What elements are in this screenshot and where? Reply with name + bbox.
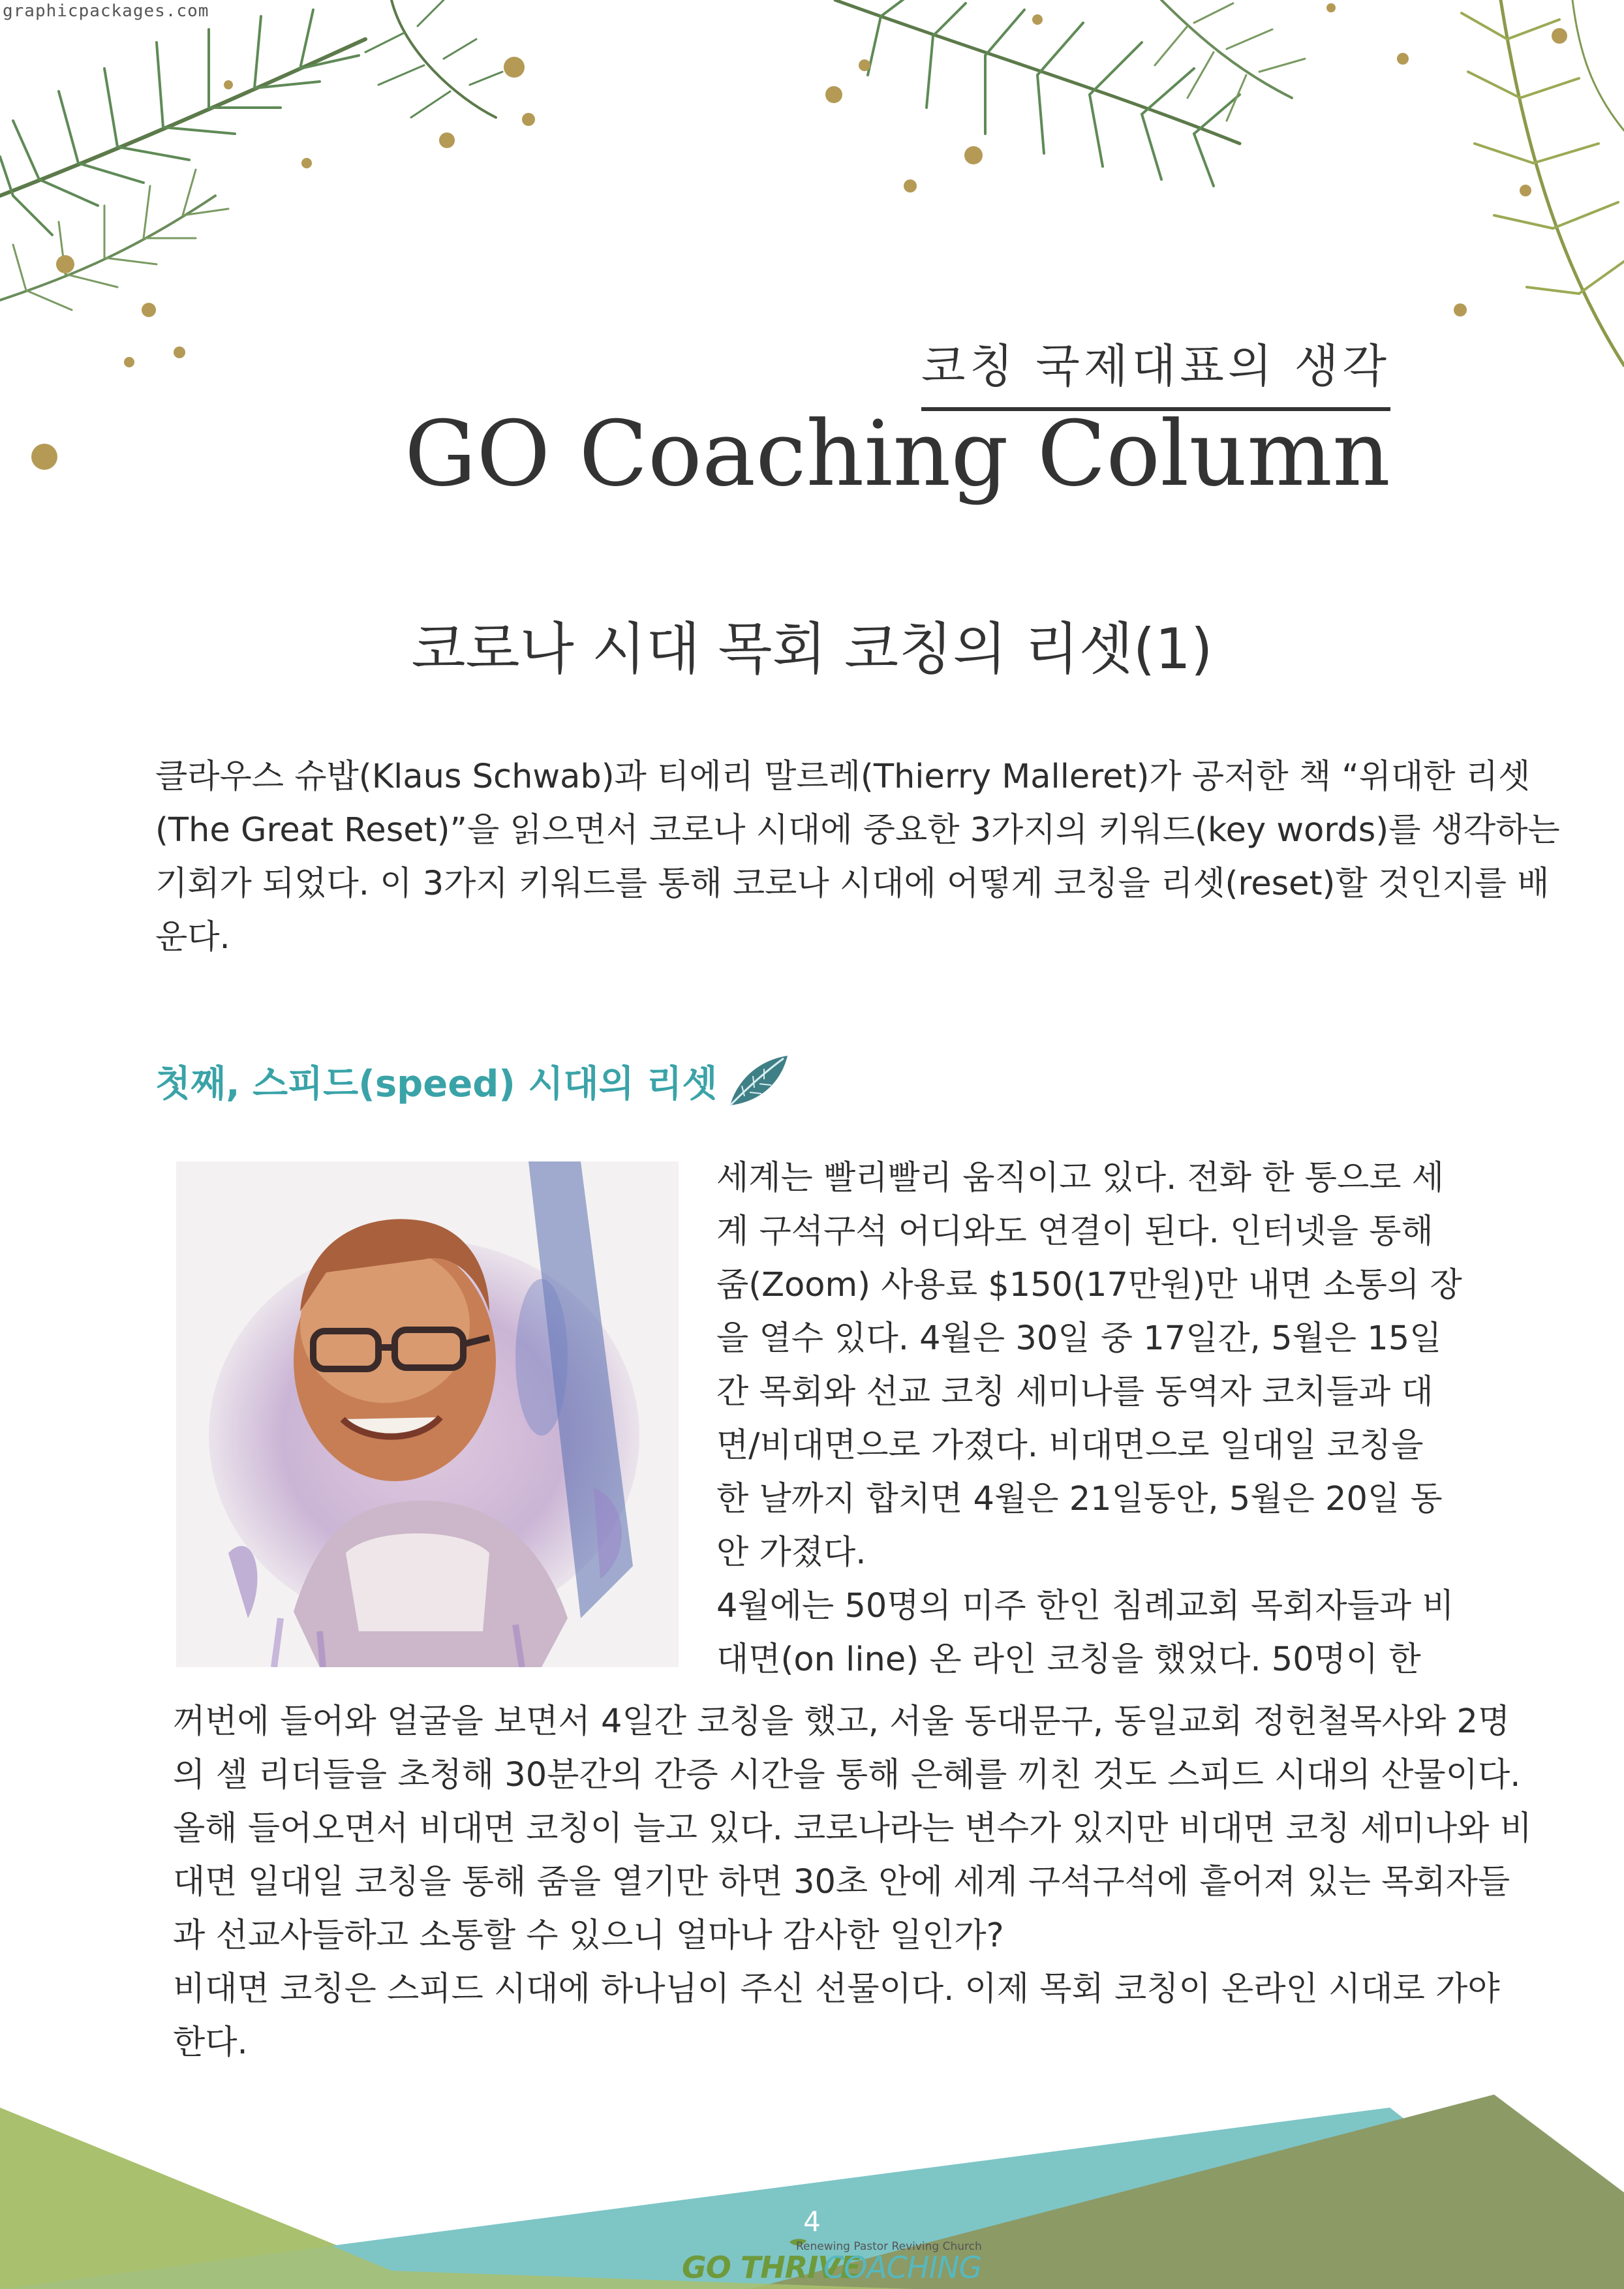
body-line: 올해 들어오면서 비대면 코칭이 늘고 있다. 코로나라는 변수가 있지만 비대면 코칭 세미나와 비 [173, 1809, 1532, 1848]
body-line: 세계는 빨리빨리 움직이고 있다. 전화 한 통으로 세 [716, 1159, 1445, 1197]
body-line: 한 날까지 합치면 4월은 21일동안, 5월은 20일 동 [716, 1480, 1443, 1518]
intro-line: 운다. [155, 918, 230, 957]
body-line: 대면 일대일 코칭을 통해 줌을 열기만 하면 30초 안에 세계 구석구석에 흩어져 있는 목회자들 [173, 1863, 1510, 1901]
body-line: 한다. [173, 2023, 248, 2062]
body-line: 면/비대면으로 가졌다. 비대면으로 일대일 코칭을 [716, 1426, 1424, 1465]
page-number: 4 [803, 2205, 821, 2237]
column-kicker: 코칭 국제대표의 생각 [921, 330, 1390, 411]
body-line: 비대면 코칭은 스피드 시대에 하나님이 주신 선물이다. 이제 목회 코칭이 온라인 시대로 가야 [173, 1970, 1500, 2008]
body-line: 과 선교사들하고 소통할 수 있으니 얼마나 감사한 일인가? [173, 1916, 1004, 1955]
section-body-right-column [716, 1152, 1462, 1687]
body-line: 안 가졌다. [716, 1533, 866, 1572]
body-line: 계 구석구석 어디와도 연결이 된다. 인터넷을 통해 [716, 1212, 1433, 1251]
body-line: 꺼번에 들어와 얼굴을 보면서 4일간 코칭을 했고, 서울 동대문구, 동일교회 정헌철목사와 2명 [173, 1702, 1510, 1741]
section-heading-text: 첫째, 스피드(speed) 시대의 리셋 [155, 1063, 718, 1105]
author-portrait [176, 1161, 679, 1667]
section-body-full-width [173, 1695, 1532, 2070]
section-heading [155, 1052, 790, 1111]
leaf-icon [725, 1052, 790, 1111]
body-line: 의 셀 리더들을 초청해 30분간의 간증 시간을 통해 은혜를 끼친 것도 스피드 시대의 산물이다. [173, 1756, 1521, 1794]
body-line: 대면(on line) 온 라인 코칭을 했었다. 50명이 한 [716, 1640, 1421, 1679]
logo-wordmark-primary: GO THRIVE [682, 2250, 861, 2285]
column-title: GO Coaching Column [405, 401, 1390, 506]
intro-line: 클라우스 슈밥(Klaus Schwab)과 티에리 말르레(Thierry Malleret)가 공저한 책 “위대한 리셋 [155, 758, 1531, 796]
article-title: 코로나 시대 목회 코칭의 리셋(1) [411, 617, 1213, 682]
intro-line: (The Great Reset)”을 읽으면서 코로나 시대에 중요한 3가지의 키워드(key words)를 생각하는 [155, 811, 1560, 850]
body-line: 4월에는 50명의 미주 한인 침례교회 목회자들과 비 [716, 1587, 1454, 1625]
intro-line: 기회가 되었다. 이 3가지 키워드를 통해 코로나 시대에 어떻게 코칭을 리셋(reset)할 것인지를 배 [155, 865, 1550, 903]
watermark-text: graphicpackages.com [3, 1, 209, 21]
logo-wordmark-secondary: COACHING [823, 2250, 982, 2285]
body-line: 을 열수 있다. 4월은 30일 중 17일간, 5월은 15일 [716, 1319, 1442, 1358]
intro-paragraph [155, 750, 1560, 964]
body-line: 간 목회와 선교 코칭 세미나를 동역자 코치들과 대 [716, 1373, 1433, 1411]
logo-tagline: Renewing Pastor Reviving Church [796, 2240, 982, 2253]
body-line: 줌(Zoom) 사용료 $150(17만원)만 내면 소통의 장 [716, 1266, 1462, 1304]
